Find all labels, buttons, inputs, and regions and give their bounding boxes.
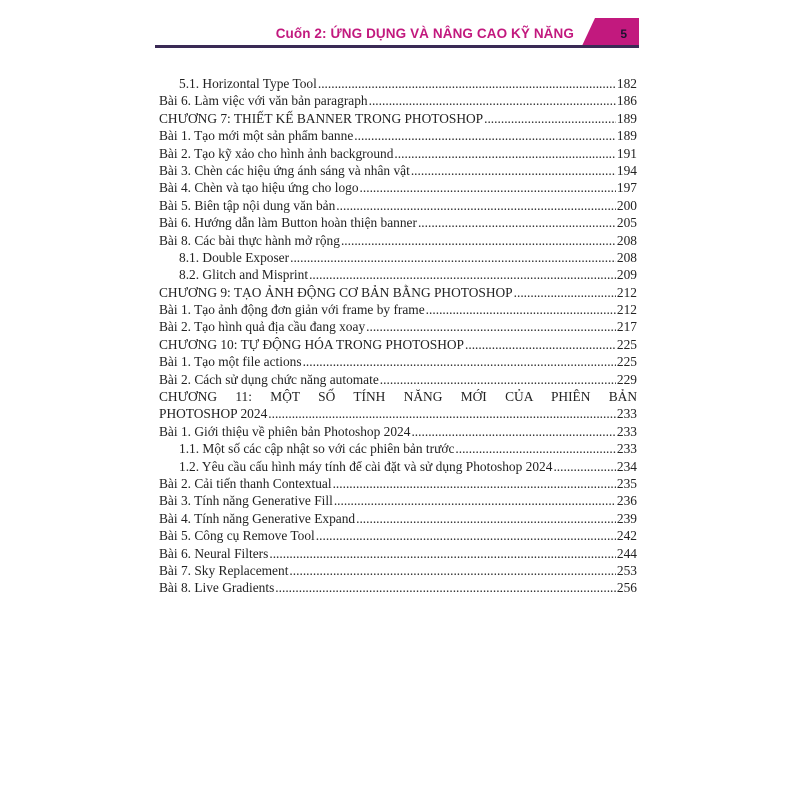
toc-entry (159, 301, 637, 318)
toc-leader (411, 162, 616, 179)
toc-entry-page: 212 (616, 284, 637, 300)
table-of-contents (159, 75, 637, 597)
toc-entry-page: 209 (616, 267, 637, 283)
toc-entry-page: 217 (616, 319, 637, 335)
toc-entry-text: Bài 6. Làm việc với văn bản paragraph (159, 93, 368, 109)
toc-entry-page: 253 (616, 562, 637, 578)
toc-entry-page: 229 (616, 371, 637, 387)
toc-leader (455, 440, 616, 457)
book-title: Cuốn 2: ỨNG DỤNG VÀ NÂNG CAO KỸ NĂNG (275, 26, 574, 41)
toc-entry-page: 239 (616, 510, 637, 526)
toc-entry (159, 475, 637, 492)
toc-leader (514, 284, 616, 301)
toc-entry (159, 440, 637, 457)
toc-entry-page: 186 (616, 93, 637, 109)
toc-leader (341, 232, 616, 249)
toc-entry-page: 225 (616, 336, 637, 352)
toc-entry (159, 353, 637, 370)
toc-entry-text: 5.1. Horizontal Type Tool (179, 76, 317, 91)
toc-entry (159, 527, 637, 544)
toc-entry-text: Bài 4. Chèn và tạo hiệu ứng cho logo (159, 180, 359, 196)
toc-leader (369, 92, 616, 109)
toc-entry-line2 (159, 405, 637, 422)
toc-entry-page: 212 (616, 302, 637, 318)
toc-entry-text: 1.1. Một số các cập nhật so với các phiên bản trước (179, 441, 455, 457)
toc-entry-text-line2: PHOTOSHOP 2024 (159, 406, 268, 422)
toc-entry-text: Bài 1. Tạo ảnh động đơn giản với frame by frame (159, 302, 425, 318)
toc-entry (159, 127, 637, 144)
toc-leader (318, 75, 616, 92)
toc-leader (269, 545, 616, 562)
toc-entry-page: 233 (616, 406, 637, 422)
toc-entry-text: Bài 4. Tính năng Generative Expand (159, 510, 356, 526)
toc-entry (159, 423, 637, 440)
toc-leader (465, 336, 616, 353)
toc-entry (159, 545, 637, 562)
page-header (155, 18, 639, 52)
toc-leader (426, 301, 616, 318)
toc-entry-page: 182 (616, 76, 637, 91)
toc-entry-text: Bài 8. Các bài thực hành mở rộng (159, 232, 340, 248)
toc-leader (484, 110, 616, 127)
toc-leader (360, 179, 616, 196)
toc-entry-text: Bài 7. Sky Replacement (159, 562, 289, 578)
toc-entry-page: 235 (616, 475, 637, 491)
toc-entry (159, 214, 637, 231)
toc-entry (159, 492, 637, 509)
toc-entry-text: Bài 6. Hướng dẫn làm Button hoàn thiện banner (159, 215, 417, 231)
toc-entry-page: 197 (616, 180, 637, 196)
toc-entry-text: Bài 1. Tạo mới một sản phẩm banne (159, 128, 354, 144)
toc-entry-text: CHƯƠNG 7: THIẾT KẾ BANNER TRONG PHOTOSHOP (159, 110, 484, 126)
toc-entry-text-line1: CHƯƠNG 11: MỘT SỐ TÍNH NĂNG MỚI CỦA PHIÊN BẢN (159, 389, 637, 405)
toc-entry-text: 1.2. Yêu cầu cấu hình máy tính để cài đặt và sử dụng Photoshop 2024 (179, 458, 553, 474)
toc-leader (553, 458, 615, 475)
page-number-tab (581, 18, 639, 48)
toc-entry (159, 266, 637, 283)
toc-entry (159, 371, 637, 388)
toc-entry (159, 284, 637, 301)
toc-entry-text: Bài 2. Tạo kỹ xảo cho hình ảnh background (159, 145, 394, 161)
toc-entry-page: 242 (616, 528, 637, 544)
toc-entry-page: 208 (616, 249, 637, 265)
toc-leader (336, 197, 616, 214)
toc-leader (394, 145, 615, 162)
toc-entry-page: 189 (616, 110, 637, 126)
toc-entry-text: 8.2. Glitch and Misprint (179, 267, 309, 283)
toc-entry (159, 179, 637, 196)
toc-entry (159, 92, 637, 109)
toc-entry (159, 110, 637, 127)
toc-entry-page: 234 (616, 458, 637, 474)
toc-entry (159, 232, 637, 249)
toc-section-2 (159, 423, 637, 597)
toc-entry-text: Bài 1. Giới thiệu về phiên bản Photoshop 2024 (159, 423, 411, 439)
toc-leader (411, 423, 615, 440)
toc-entry (159, 562, 637, 579)
toc-entry (159, 75, 637, 92)
toc-entry-text: CHƯƠNG 10: TỰ ĐỘNG HÓA TRONG PHOTOSHOP (159, 336, 464, 352)
toc-entry-chapter-11 (159, 388, 637, 423)
toc-leader (334, 492, 616, 509)
toc-leader (309, 266, 616, 283)
toc-entry-text: Bài 5. Biên tập nội dung văn bản (159, 197, 336, 213)
toc-entry-text: Bài 2. Cách sử dụng chức năng automate (159, 371, 379, 387)
toc-leader (290, 249, 616, 266)
toc-entry-page: 225 (616, 354, 637, 370)
toc-leader (316, 527, 616, 544)
toc-entry-text: Bài 1. Tạo một file actions (159, 354, 302, 370)
toc-entry-page: 191 (616, 145, 637, 161)
toc-entry-text: 8.1. Double Exposer (179, 249, 290, 265)
toc-entry-text: Bài 6. Neural Filters (159, 545, 269, 561)
toc-leader (366, 318, 616, 335)
page-number: 5 (620, 27, 627, 41)
toc-entry-text: Bài 2. Cải tiến thanh Contextual (159, 475, 332, 491)
toc-entry-page: 208 (616, 232, 637, 248)
toc-entry (159, 249, 637, 266)
toc-entry-text: Bài 3. Chèn các hiệu ứng ánh sáng và nhân vật (159, 162, 410, 178)
toc-entry-page: 233 (616, 441, 637, 457)
toc-leader (356, 510, 616, 527)
toc-entry (159, 318, 637, 335)
toc-entry-page: 205 (616, 215, 637, 231)
toc-leader (275, 579, 616, 596)
toc-leader (303, 353, 616, 370)
toc-entry-text: Bài 5. Công cụ Remove Tool (159, 528, 315, 544)
toc-leader (268, 405, 616, 422)
toc-entry-page: 194 (616, 162, 637, 178)
toc-entry-page: 200 (616, 197, 637, 213)
toc-section-1 (159, 75, 637, 388)
toc-entry (159, 336, 637, 353)
toc-entry-page: 244 (616, 545, 637, 561)
toc-entry-text: CHƯƠNG 9: TẠO ẢNH ĐỘNG CƠ BẢN BẰNG PHOTOSHOP (159, 284, 513, 300)
toc-leader (418, 214, 616, 231)
toc-entry-page: 256 (616, 580, 637, 596)
toc-entry-text: Bài 2. Tạo hình quả địa cầu đang xoay (159, 319, 366, 335)
toc-leader (333, 475, 616, 492)
toc-leader (354, 127, 616, 144)
toc-leader (380, 371, 616, 388)
toc-entry (159, 579, 637, 596)
toc-entry (159, 458, 637, 475)
toc-entry-text: Bài 8. Live Gradients (159, 580, 275, 596)
toc-entry-page: 233 (616, 423, 637, 439)
toc-entry (159, 162, 637, 179)
toc-entry-page: 236 (616, 493, 637, 509)
toc-entry (159, 510, 637, 527)
toc-entry-page: 189 (616, 128, 637, 144)
header-rule (155, 45, 639, 48)
toc-entry (159, 145, 637, 162)
toc-entry-text: Bài 3. Tính năng Generative Fill (159, 493, 333, 509)
toc-entry (159, 197, 637, 214)
toc-leader (289, 562, 615, 579)
